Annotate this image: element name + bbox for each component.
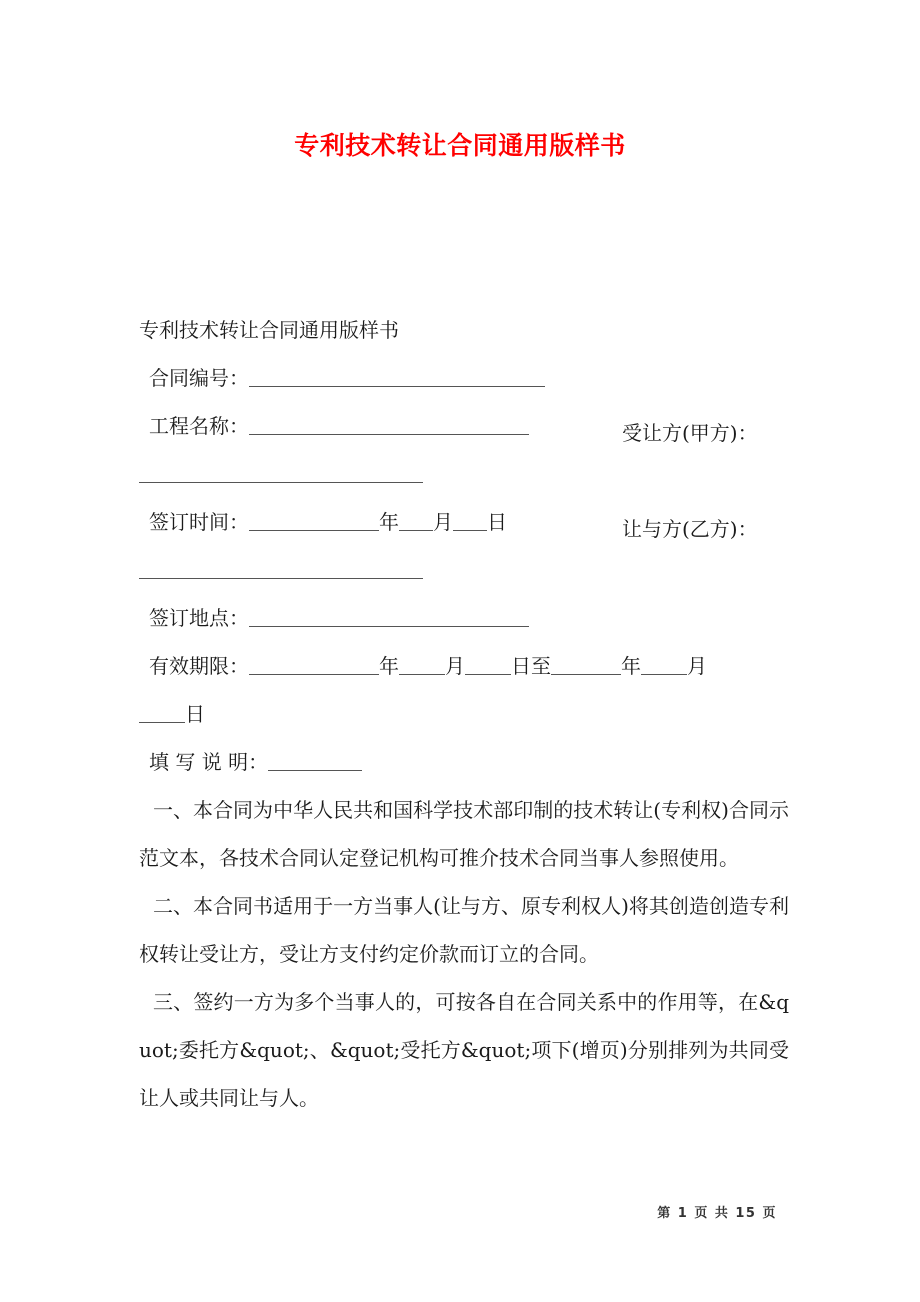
valid-start-day-blank[interactable]: [465, 654, 511, 675]
valid-period-overflow: [139, 690, 789, 738]
sign-time-day-blank[interactable]: [453, 510, 487, 531]
valid-end-year-unit: 年: [621, 654, 641, 678]
note-item-2: 二、本合同书适用于一方当事人(让与方、原专利权人)将其创造创造专利权转让受让方，受让方支付约定价款而订立的合同。: [139, 894, 789, 966]
fill-instruction-label: 填 写 说 明：: [149, 750, 269, 774]
valid-end-day-blank[interactable]: [139, 702, 185, 723]
transferee-blank[interactable]: [139, 462, 423, 483]
valid-start-year-unit: 年: [379, 654, 399, 678]
valid-start-month-blank[interactable]: [399, 654, 445, 675]
fill-instruction-blank[interactable]: [268, 750, 362, 771]
sign-time-year-blank[interactable]: [249, 510, 379, 531]
valid-start-year-blank[interactable]: [249, 654, 379, 675]
body-heading: 专利技术转让合同通用版样书: [139, 318, 399, 342]
sign-time-month-unit: 月: [433, 510, 453, 534]
project-name-blank[interactable]: [249, 414, 529, 435]
note-item-1: 一、本合同为中华人民共和国科学技术部印制的技术转让(专利权)合同示范文本，各技术合同认定登记机构可推介技术合同当事人参照使用。: [139, 798, 789, 870]
valid-end-month-blank[interactable]: [641, 654, 687, 675]
contract-number-label: 合同编号：: [149, 366, 249, 390]
sign-time-year-unit: 年: [379, 510, 399, 534]
page-number-footer: 第 1 页 共 15 页: [657, 1206, 777, 1221]
contract-number-blank[interactable]: [249, 366, 545, 387]
field-contract-number: [139, 354, 789, 402]
transferee-blank-row: [139, 450, 789, 498]
sign-time-day-unit: 日: [487, 510, 507, 534]
transferee-party-label: 受让方(甲方)：: [622, 421, 758, 445]
valid-period-label: 有效期限：: [149, 654, 249, 678]
valid-start-day-unit: 日至: [511, 654, 551, 678]
sign-place-blank[interactable]: [249, 606, 529, 627]
valid-end-month-unit: 月: [687, 654, 707, 678]
valid-start-month-unit: 月: [445, 654, 465, 678]
project-name-label: 工程名称：: [149, 414, 249, 438]
sign-time-label: 签订时间：: [149, 510, 249, 534]
valid-end-year-blank[interactable]: [551, 654, 621, 675]
transferor-party-label: 让与方(乙方)：: [622, 517, 758, 541]
valid-end-day-unit: 日: [185, 702, 205, 726]
note-item-3: 三、签约一方为多个当事人的，可按各自在合同关系中的作用等，在&quot;委托方&quot;、&quot;受托方&quot;项下(增页)分别排列为共同受让人或共同让与人。: [139, 990, 789, 1110]
transferor-blank[interactable]: [139, 558, 423, 579]
field-valid-period: [139, 642, 789, 690]
field-fill-instruction: [139, 738, 789, 786]
sign-time-month-blank[interactable]: [399, 510, 433, 531]
page-title: 专利技术转让合同通用版样书: [294, 131, 626, 160]
transferor-blank-row: [139, 546, 789, 594]
sign-place-label: 签订地点：: [149, 606, 249, 630]
field-sign-place: [139, 594, 789, 642]
